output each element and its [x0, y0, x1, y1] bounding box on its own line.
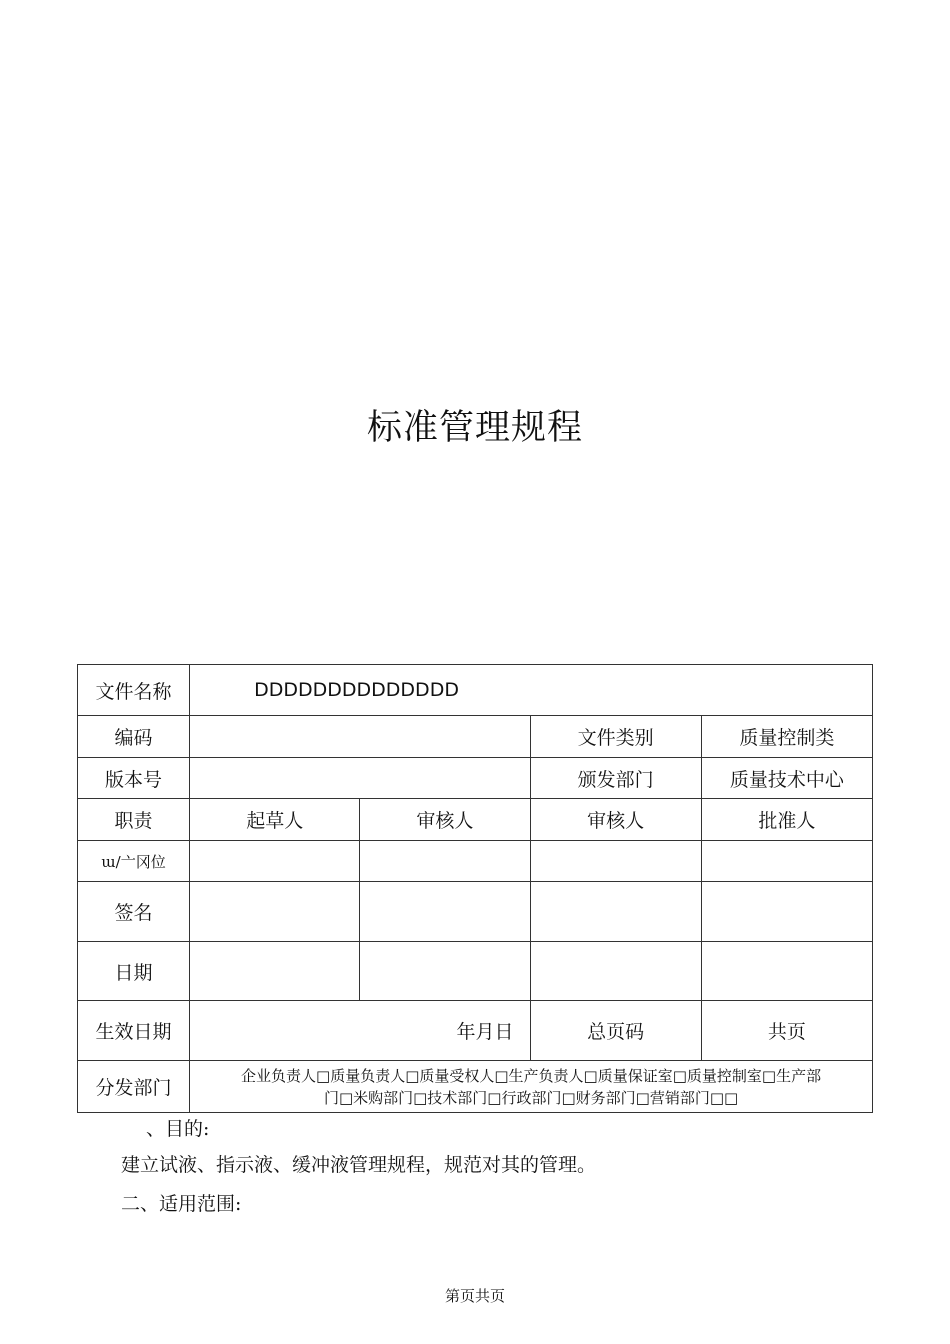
total-pages-label: 总页码 — [530, 1001, 701, 1061]
total-pages-value: 共页 — [701, 1001, 872, 1061]
section-purpose-heading: 、目的: — [146, 1118, 210, 1140]
page-footer: 第页共页 — [444, 1287, 505, 1305]
issue-dept-value: 质量技术中心 — [701, 758, 872, 799]
code-label: 编码 — [78, 716, 190, 758]
table-row — [78, 1001, 873, 1061]
version-label: 版本号 — [78, 758, 190, 799]
role-reviewer: 审核人 — [530, 799, 701, 841]
document-title: 标准管理规程 — [366, 408, 583, 448]
category-label: 文件类别 — [530, 716, 701, 758]
table-row — [78, 882, 873, 942]
table-row — [78, 665, 873, 716]
purpose-paragraph: 建立试液、指示液、缓冲液管理规程，规范对其的管理。 — [121, 1154, 597, 1176]
document-control-table — [77, 664, 873, 1113]
version-value — [190, 758, 530, 799]
date-cell — [190, 942, 360, 1001]
role-approver: 批准人 — [701, 799, 872, 841]
distribution-list — [190, 1061, 873, 1113]
distribution-label: 分发部门 — [78, 1061, 190, 1113]
post-cell — [530, 841, 701, 882]
distribution-line: 企业负责人□质量负责人□质量受权人□生产负责人□质量保证室□质量控制室□生产部 — [241, 1066, 822, 1085]
issue-dept-label: 颁发部门 — [530, 758, 701, 799]
code-value — [190, 716, 530, 758]
effective-date-label: 生效日期 — [78, 1001, 190, 1061]
signature-cell — [190, 882, 360, 942]
date-cell — [530, 942, 701, 1001]
post-cell — [701, 841, 872, 882]
table-row — [78, 942, 873, 1001]
role-drafter: 起草人 — [190, 799, 360, 841]
table-row — [78, 841, 873, 882]
date-label: 日期 — [78, 942, 190, 1001]
table-row — [78, 799, 873, 841]
post-cell — [190, 841, 360, 882]
table-row — [78, 1061, 873, 1113]
date-cell — [360, 942, 530, 1001]
file-name-label: 文件名称 — [78, 665, 190, 716]
post-label: ɯ/亠冈位 — [78, 841, 190, 882]
category-value: 质量控制类 — [701, 716, 872, 758]
table-row — [78, 758, 873, 799]
date-cell — [701, 942, 872, 1001]
signature-label: 签名 — [78, 882, 190, 942]
signature-cell — [701, 882, 872, 942]
role-reviewer: 审核人 — [360, 799, 530, 841]
signature-cell — [530, 882, 701, 942]
post-cell — [360, 841, 530, 882]
effective-date-value: 年月日 — [190, 1001, 530, 1061]
file-name-value: DDDDDDDDDDDDDD — [190, 665, 873, 716]
section-scope-heading: 二、适用范围: — [121, 1193, 242, 1215]
duty-label: 职责 — [78, 799, 190, 841]
signature-cell — [360, 882, 530, 942]
table-row — [78, 716, 873, 758]
distribution-line: 门□米购部门□技术部门□行政部门□财务部门□营销部门□□ — [323, 1088, 739, 1107]
